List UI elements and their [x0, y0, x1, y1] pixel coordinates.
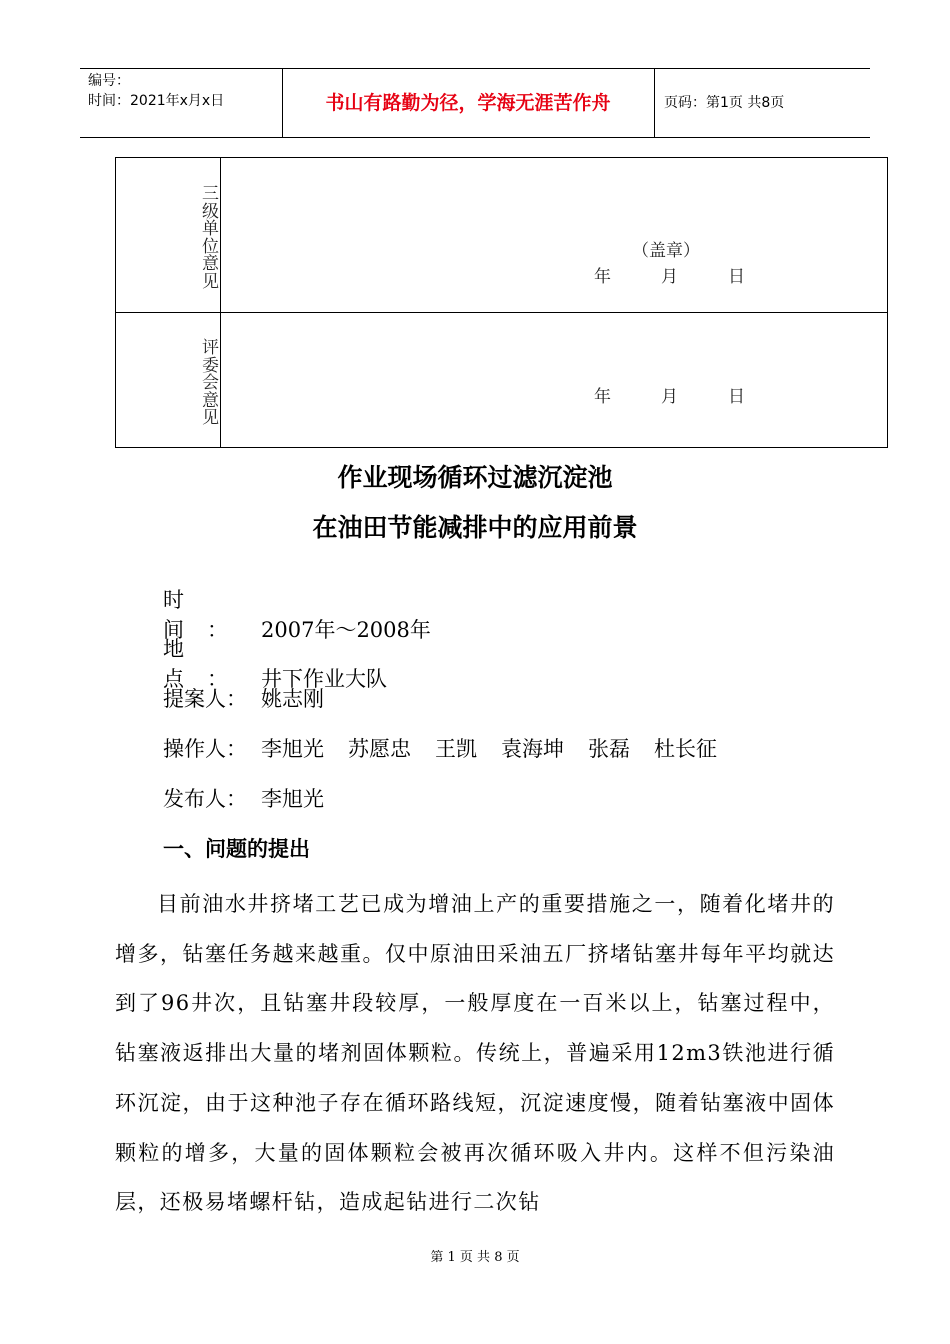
- date-day: 日: [728, 387, 745, 407]
- label-char: 见: [198, 408, 218, 426]
- header-meta: [88, 71, 224, 111]
- label-char: 会: [198, 373, 218, 391]
- table-column-divider: [220, 158, 221, 447]
- running-header: [80, 68, 870, 138]
- header-number-label: 编号：: [88, 73, 130, 89]
- opinion-table: [115, 157, 888, 448]
- date-day: 日: [728, 267, 745, 287]
- meta-publisher-value: 李旭光: [261, 787, 324, 811]
- unit-opinion-label: [116, 164, 220, 309]
- paragraph-text: 目前油水井挤堵工艺已成为增油上产的重要措施之一，随着化堵井的增多，钻塞任务越来越重。仅中原油田采油五厂挤堵钻塞井每年平均就达到了96井次，且钻塞井段较厚，一般厚度在一百米以上，钻塞过程中，钻塞液返排出大量的堵剂固体颗粒。传统上，普遍采用12m3铁池进行循环沉淀，由于这种池子存在循环路线短，沉淀速度慢，随着钻塞液中固体颗粒的增多，大量的固体颗粒会被再次循环吸入井内。这样不但污染油层，还极易堵螺杆钻，造成起钻进行二次钻: [115, 892, 835, 1215]
- label-char: 见: [198, 271, 218, 289]
- operator-name: 李旭光: [261, 737, 324, 761]
- meta-proposer-value: 姚志刚: [261, 687, 324, 711]
- operator-name: 杜长征: [654, 737, 717, 761]
- header-page-info: 页码：第1页 共8页: [664, 95, 785, 111]
- meta-operators: [163, 734, 741, 764]
- operator-name: 张磊: [588, 737, 630, 761]
- seal-text: （盖章）: [632, 241, 700, 261]
- meta-proposer-key: 提案人：: [163, 687, 247, 711]
- operator-name: 袁海坤: [501, 737, 564, 761]
- meta-place-key: 地点：: [163, 637, 251, 691]
- label-char: 位: [198, 236, 218, 254]
- operator-name: 王凯: [435, 737, 477, 761]
- date-year: 年: [594, 387, 611, 407]
- label-char: 单: [198, 219, 218, 237]
- meta-publisher: [163, 784, 324, 814]
- label-char: 级: [198, 201, 218, 219]
- header-time-label: 时间：2021年x月x日: [88, 93, 225, 109]
- operator-name: 苏愿忠: [348, 737, 411, 761]
- meta-time-value: 2007年～2008年: [261, 618, 431, 642]
- unit-opinion-date: [594, 262, 745, 287]
- date-month: 月: [661, 267, 678, 287]
- meta-operators-key: 操作人：: [163, 737, 247, 761]
- label-char: 评: [198, 338, 218, 356]
- header-divider-right: [654, 69, 655, 137]
- label-char: 意: [198, 390, 218, 409]
- page-footer: 第 1 页 共 8 页: [430, 1250, 520, 1265]
- committee-opinion-label: [116, 320, 220, 444]
- label-char: 意: [198, 254, 218, 272]
- date-year: 年: [594, 267, 611, 287]
- section-heading: 一、问题的提出: [163, 837, 310, 861]
- meta-place-value: 井下作业大队: [261, 667, 387, 691]
- document-title-line2: 在油田节能减排中的应用前景: [312, 513, 638, 542]
- table-row-divider: [116, 312, 887, 313]
- body-paragraph: [115, 880, 835, 1228]
- document-title-line1: 作业现场循环过滤沉淀池: [337, 463, 613, 492]
- meta-time-key: 时间：: [163, 588, 251, 642]
- meta-publisher-key: 发布人：: [163, 787, 247, 811]
- label-char: 委: [198, 355, 218, 374]
- date-month: 月: [661, 387, 678, 407]
- header-motto: 书山有路勤为径，学海无涯苦作舟: [325, 92, 611, 114]
- committee-opinion-date: [594, 382, 745, 407]
- meta-proposer: [163, 684, 324, 714]
- label-char: 三: [198, 184, 218, 202]
